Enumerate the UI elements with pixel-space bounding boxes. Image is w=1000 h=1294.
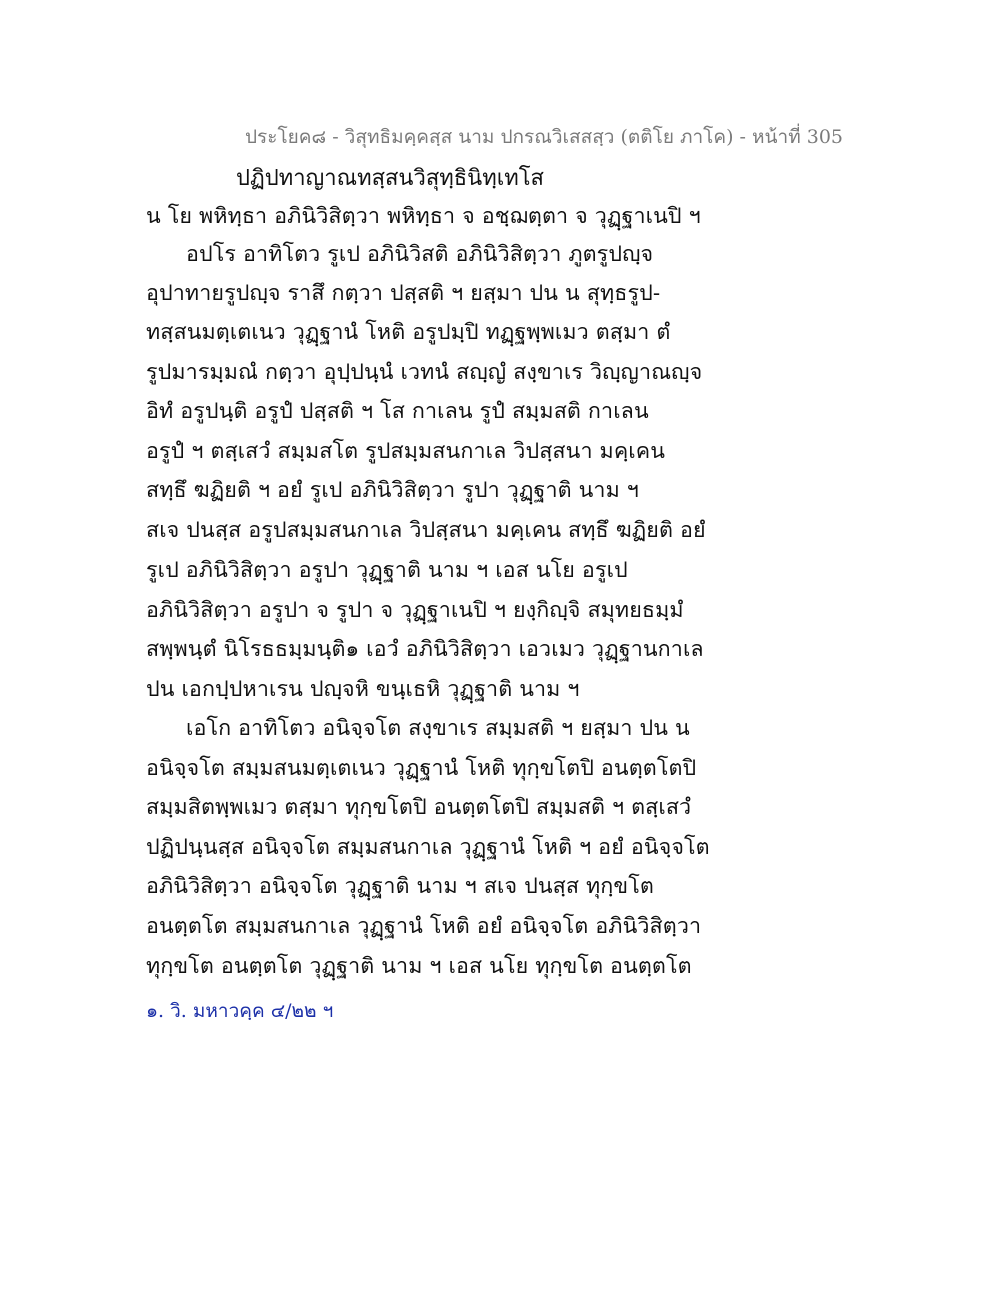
body-line: ทสฺสนมตฺเตเนว วุฏฺฐานํ โหติ อรูปมฺปิ ทฏฺฐพฺพเมว ตสฺมา ตํ (146, 320, 671, 345)
body-line: สเจ ปนสฺส อรูปสมฺมสนกาเล วิปสฺสนา มคฺเคน สทฺธึ ฆฏิยติ อยํ (146, 518, 706, 543)
body-line: น โย พหิทฺธา อภินิวิสิตฺวา พหิทฺธา จ อชฺฌตฺตา จ วุฏฺฐาเนปิ ฯ (146, 204, 701, 229)
body-line: ปฏิปนฺนสฺส อนิจฺจโต สมฺมสนกาเล วุฏฺฐานํ โหติ ฯ อยํ อนิจฺจโต (146, 835, 710, 860)
body-line: สพฺพนฺตํ นิโรธธมฺมนฺติ๑ เอวํ อภินิวิสิตฺวา เอวเมว วุฏฺฐานกาเล (146, 637, 704, 662)
body-line: ทุกฺขโต อนตฺตโต วุฏฺฐาติ นาม ฯ เอส นโย ทุกฺขโต อนตฺตโต (146, 954, 692, 979)
paragraph-start-line: เอโก อาทิโตว อนิจฺจโต สงฺขาเร สมฺมสติ ฯ ยสฺมา ปน น (186, 716, 690, 741)
body-line: อิทํ อรูปนฺติ อรูปํ ปสฺสติ ฯ โส กาเลน รูปํ สมฺมสติ กาเลน (146, 399, 649, 424)
running-header: ประโยค๘ - วิสุทธิมคฺคสฺส นาม ปกรณวิเสสสฺว (ตติโย ภาโค) - หน้าที่ 305 (245, 126, 844, 148)
section-heading: ปฏิปทาญาณทสฺสนวิสุทฺธินิทฺเทโส (236, 166, 544, 191)
footnote: ๑. วิ. มหาวคฺค ๔/๒๒ ฯ (146, 1000, 334, 1022)
body-line: อภินิวิสิตฺวา อรูปา จ รูปา จ วุฏฺฐาเนปิ ฯ ยงฺกิญฺจิ สมุทยธมฺมํ (146, 598, 684, 623)
body-line: อนิจฺจโต สมฺมสนมตฺเตเนว วุฏฺฐานํ โหติ ทุกฺขโตปิ อนตฺตโตปิ (146, 756, 697, 781)
body-line: สมฺมสิตพฺพเมว ตสฺมา ทุกฺขโตปิ อนตฺตโตปิ สมฺมสติ ฯ ตสฺเสวํ (146, 795, 692, 820)
body-line: อภินิวิสิตฺวา อนิจฺจโต วุฏฺฐาติ นาม ฯ สเจ ปนสฺส ทุกฺขโต (146, 874, 654, 899)
paragraph-start-line: อปโร อาทิโตว รูเป อภินิวิสติ อภินิวิสิตฺวา ภูตรูปญฺจ (186, 242, 654, 267)
body-line: อนตฺตโต สมฺมสนกาเล วุฏฺฐานํ โหติ อยํ อนิจฺจโต อภินิวิสิตฺวา (146, 914, 702, 939)
body-line: รูเป อภินิวิสิตฺวา อรูปา วุฏฺฐาติ นาม ฯ เอส นโย อรูเป (146, 558, 628, 583)
body-line: อรูปํ ฯ ตสฺเสวํ สมฺมสโต รูปสมฺมสนกาเล วิปสฺสนา มคฺเคน (146, 439, 666, 464)
body-line: รูปมารมฺมณํ กตฺวา อุปฺปนฺนํ เวทนํ สญฺญํ สงฺขาเร วิญฺญาณญฺจ (146, 360, 703, 385)
body-line: สทฺธึ ฆฏิยติ ฯ อยํ รูเป อภินิวิสิตฺวา รูปา วุฏฺฐาติ นาม ฯ (146, 478, 639, 503)
body-line: ปน เอกปฺปหาเรน ปญฺจหิ ขนฺเธหิ วุฏฺฐาติ นาม ฯ (146, 677, 580, 702)
body-line: อุปาทายรูปญฺจ ราสึ กตฺวา ปสฺสติ ฯ ยสฺมา ปน น สุทฺธรูป- (146, 281, 661, 306)
